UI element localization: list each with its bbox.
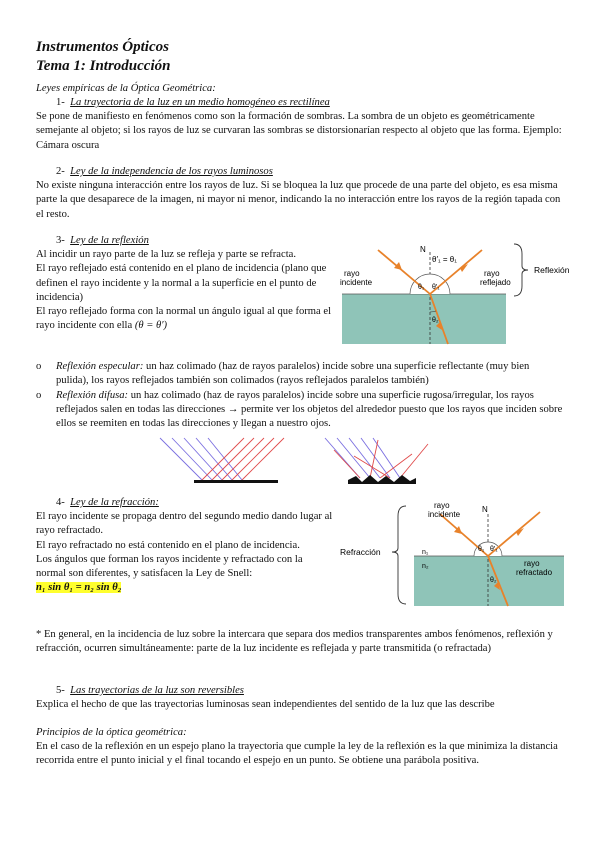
ley3-text-3 [36, 305, 332, 334]
refraccion-N: N [482, 505, 488, 514]
reflexion-eq: θ′₁ = θ₁ [432, 255, 457, 264]
ley1-num: 1- [56, 97, 65, 108]
ley2-title: Ley de la independencia de los rayos luminosos [70, 166, 273, 177]
refraccion-brace [392, 506, 406, 604]
reflexion-theta2: θ₂ [432, 317, 439, 324]
refraccion-theta2: θ₂ [490, 577, 497, 584]
snell-law [36, 581, 334, 595]
principios-text: En el caso de la reflexión en un espejo plano la trayectoria que cumple la ley de la reflexión es la que minimiza la distancia recorrida entre el punto inicial y el final tocando el espejo en un punto. Se obtiene una parábola positiva. [36, 741, 558, 767]
refraccion-diagram [336, 500, 576, 610]
ley3-num: 3- [56, 235, 65, 246]
refraccion-rayo-refractado: rayo refractado [516, 559, 553, 577]
list-item-difusa [36, 389, 563, 432]
title-line-1: Instrumentos Ópticos [36, 39, 169, 55]
ley2-heading [56, 165, 273, 179]
refraccion-medium [414, 556, 564, 606]
ley3-heading [56, 234, 149, 248]
reflexion-angle-arc [410, 274, 450, 294]
ley4-title: Ley de la refracción: [70, 497, 159, 508]
especular-text: un haz colimado (haz de rayos paralelos) incide sobre una superficie reflectante (muy bien pulida), los rayos reflejados también son colimados (rayos reflejados paralelos también) [56, 361, 530, 387]
ley3-title: Ley de la reflexión [70, 235, 149, 246]
especular-term: Reflexión especular: [56, 361, 144, 372]
reflexion-diagram [336, 238, 576, 348]
leyes-heading: Leyes empíricas de la Óptica Geométrica: [36, 83, 216, 94]
general-note: * En general, en la incidencia de luz sobre la intercara que separa dos medios transparentes ambos fenómenos, reflexión y refracción, ocurren simultáneamente: parte de la luz incidente es reflejada y parte transmitida (o refractada) [36, 629, 553, 655]
difusa-term: Reflexión difusa: [56, 389, 129, 401]
ley5-text: Explica el hecho de que las trayectorias luminosas sean independientes del sentido de la luz que las describe [36, 699, 495, 710]
ley4-heading [56, 496, 159, 510]
reflexion-rayo-incidente: rayo incidente [340, 269, 373, 287]
difusa-text: un haz colimado (haz de rayos paralelos) incide sobre una superficie rugosa/irregular, los rayos reflejados salen en todas las direcciones → permite ver los objetos del alrededor puesto que los rayos que inciden sobre ellos se reemiten en todas las direcciones y llegan a nuestro ojos. [56, 389, 563, 430]
ley3-text-2: El rayo reflejado está contenido en el plano de incidencia (plano que definen el rayo incidente y la normal a la superficie en el punto de incidencia) [36, 263, 327, 303]
refraccion-n2: n₂ [422, 563, 429, 570]
especular-figure [160, 438, 284, 483]
list-item-especular [36, 360, 563, 389]
title-block [36, 38, 170, 76]
ley5-num: 5- [56, 685, 65, 696]
reflexion-theta1p: θ′₁ [432, 284, 440, 291]
principios-heading: Principios de la óptica geométrica: [36, 727, 187, 738]
refraccion-rayo-incidente: rayo incidente [428, 501, 461, 519]
ley5-title: Las trayectorias de la luz son reversibles [70, 685, 244, 696]
especular-difusa-figure [150, 436, 450, 486]
reflexion-medium [342, 294, 506, 344]
ley2-text: No existe ninguna interacción entre los rayos de luz. Si se bloquea la luz que procede de una parte del objeto, es esa misma parte la que desaparece de la imagen, ni mayor ni menor, indicando la no interacción entre los rayos de la región tapada con el resto. [36, 180, 561, 220]
ley5-heading [56, 684, 244, 698]
snell-formula: n₁ sin θ₁ = n₂ sin θ₂ [36, 582, 122, 594]
refraccion-theta1: θ₁ [478, 546, 485, 553]
ley3-formula: (θ = θ′) [134, 320, 168, 332]
refraccion-theta1p: θ′₁ [490, 546, 498, 553]
ley4-text-2: El rayo refractado no está contenido en el plano de incidencia. [36, 539, 300, 551]
refraccion-n1: n₁ [422, 549, 429, 556]
difusa-figure [325, 438, 428, 484]
ley4-text-3: Los ángulos que forman los rayos incidente y refractado con la normal son diferentes, y satisfacen la Ley de Snell: [36, 553, 303, 580]
ley3-text-3-main: El rayo reflejado forma con la normal un ángulo igual al que forma el rayo incidente con ella [36, 306, 332, 332]
reflexion-label: Reflexión [534, 265, 570, 275]
reflexion-N: N [420, 245, 426, 254]
reflexion-rayo-reflejado: rayo reflejado [480, 269, 511, 287]
ley3-text-1: Al incidir un rayo parte de la luz se refleja y parte se refracta. [36, 249, 297, 260]
ley4-num: 4- [56, 497, 65, 508]
ley1-text: Se pone de manifiesto en fenómenos como son la formación de sombras. La sombra de un objeto es geométricamente semejante al objeto; si los rayos de luz se curvaran las sombras se distorsionarían respecto al objeto que las forma. Ejemplo: Cámara oscura [36, 111, 562, 151]
ley1-title: La trayectoria de la luz en un medio homogéneo es rectilínea [70, 97, 330, 108]
reflexion-theta1: θ₁ [418, 284, 425, 291]
refraccion-label: Refracción [340, 547, 381, 557]
title-line-2: Tema 1: Introducción [36, 58, 171, 74]
especular-surface [194, 480, 278, 483]
ley2-num: 2- [56, 166, 65, 177]
reflexion-brace [514, 244, 528, 296]
ley4-text-1: El rayo incidente se propaga dentro del segundo medio dando lugar al rayo refractado. [36, 511, 333, 537]
ley4-body [36, 510, 334, 596]
ley3-body [36, 248, 332, 334]
reflexion-types-list [36, 360, 563, 431]
ley1-heading [56, 96, 330, 110]
